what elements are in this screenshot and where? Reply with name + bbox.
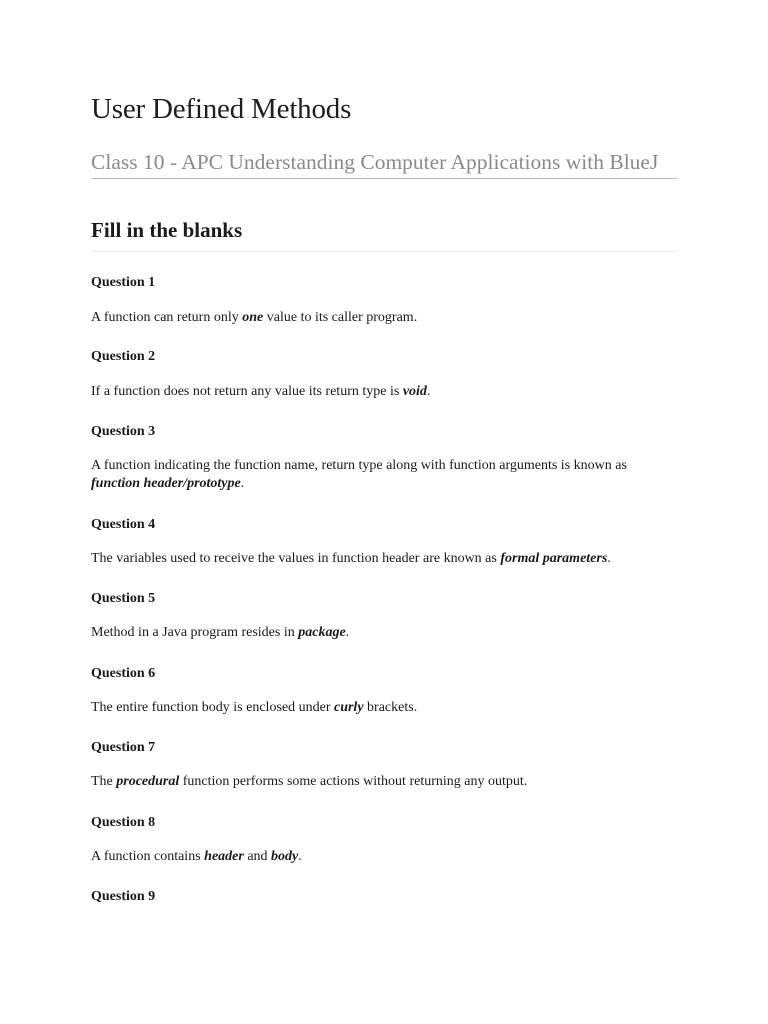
question-8-text: A function contains header and body. (91, 849, 302, 864)
question-7-text: The procedural function performs some actions without returning any output. (91, 774, 528, 789)
question-5-label: Question 5 (91, 591, 156, 606)
question-2-label: Question 2 (91, 349, 156, 364)
page-subtitle: Class 10 - APC Understanding Computer Applications with BlueJ (91, 149, 678, 179)
question-4-text: The variables used to receive the values in function header are known as formal parameters. (91, 551, 611, 566)
section-heading: Fill in the blanks (91, 218, 678, 252)
question-7-label: Question 7 (91, 740, 156, 755)
question-8-answer-2: body (271, 849, 299, 864)
question-9-label: Question 9 (91, 889, 156, 904)
question-7-answer: procedural (116, 774, 180, 789)
question-2-text: If a function does not return any value its return type is void. (91, 384, 431, 399)
question-3-answer: function header/prototype (91, 476, 241, 491)
question-1-label: Question 1 (91, 275, 156, 290)
question-2-answer: void (402, 384, 427, 399)
question-1-text: A function can return only one value to its caller program. (91, 310, 418, 325)
question-8-answer: header (204, 849, 244, 864)
question-6-answer: curly (333, 700, 364, 715)
question-5-text: Method in a Java program resides in package. (91, 625, 350, 640)
question-4-answer: formal parameters (500, 551, 608, 566)
page-title: User Defined Methods (91, 93, 352, 125)
question-5-answer: package (298, 625, 346, 640)
question-3-text: A function indicating the function name, return type along with function arguments is known as function header/prototype. (91, 458, 627, 491)
question-3-label: Question 3 (91, 424, 156, 439)
question-4-label: Question 4 (91, 517, 156, 532)
question-6-label: Question 6 (91, 666, 156, 681)
question-8-label: Question 8 (91, 815, 156, 830)
question-6-text: The entire function body is enclosed under curly brackets. (91, 700, 418, 715)
question-1-answer: one (242, 310, 264, 325)
